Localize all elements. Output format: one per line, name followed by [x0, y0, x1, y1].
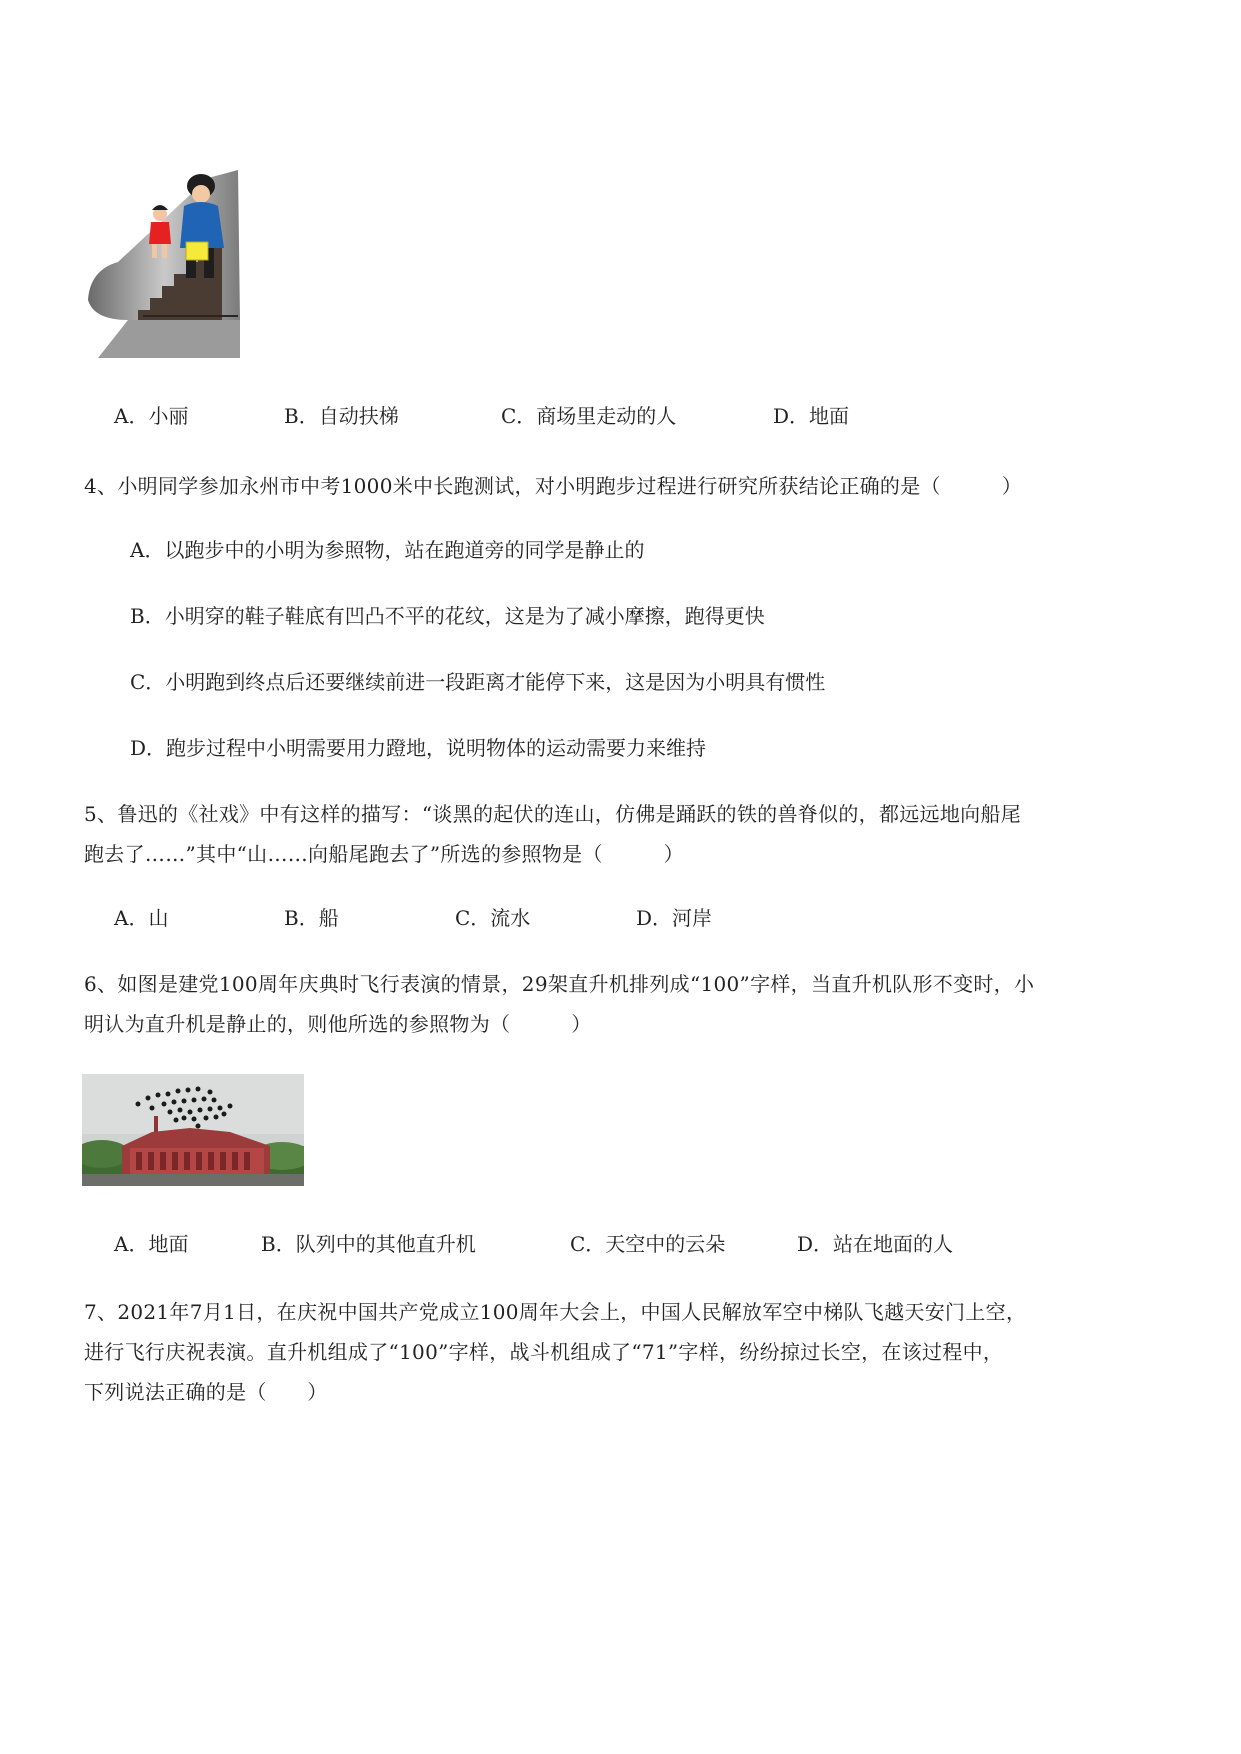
q6-option-d: D．站在地面的人	[797, 1232, 954, 1256]
q4-option-d: D．跑步过程中小明需要用力蹬地，说明物体的运动需要力来维持	[130, 736, 707, 760]
q7-stem-line2: 进行飞行庆祝表演。直升机组成了“100”字样，战斗机组成了“71”字样，纷纷掠过长空，在该过程中，	[84, 1340, 1004, 1364]
q5-option-d: D．河岸	[636, 906, 713, 930]
q4-option-a: A．以跑步中的小明为参照物，站在跑道旁的同学是静止的	[130, 538, 645, 562]
q4-option-c: C．小明跑到终点后还要继续前进一段距离才能停下来，这是因为小明具有惯性	[130, 670, 826, 694]
q3-option-a: A．小丽	[114, 404, 189, 428]
q4-option-b: B．小明穿的鞋子鞋底有凹凸不平的花纹，这是为了减小摩擦，跑得更快	[130, 604, 765, 628]
q3-option-b: B．自动扶梯	[284, 404, 399, 428]
q6-option-a: A．地面	[114, 1232, 189, 1256]
q4-stem: 4、小明同学参加永州市中考1000米中长跑测试，对小明跑步过程进行研究所获结论正确的是（ ）	[84, 474, 1023, 498]
q6-stem-line1: 6、如图是建党100周年庆典时飞行表演的情景，29架直升机排列成“100”字样，当直升机队形不变时，小	[84, 972, 1035, 996]
q5-stem-line1: 5、鲁迅的《社戏》中有这样的描写：“谈黑的起伏的连山，仿佛是踊跃的铁的兽脊似的，都远远地向船尾	[84, 802, 1022, 826]
escalator-illustration	[88, 170, 240, 360]
q5-option-c: C．流水	[455, 906, 531, 930]
q6-option-b: B．队列中的其他直升机	[261, 1232, 476, 1256]
q6-stem-line2: 明认为直升机是静止的，则他所选的参照物为（ ）	[84, 1012, 592, 1036]
q5-option-a: A．山	[114, 906, 169, 930]
q7-stem-line3: 下列说法正确的是（ ）	[84, 1380, 328, 1404]
helicopter-formation-photo	[82, 1074, 304, 1186]
q5-stem-line2: 跑去了……”其中“山……向船尾跑去了”所选的参照物是（ ）	[84, 842, 684, 866]
q6-option-c: C．天空中的云朵	[570, 1232, 726, 1256]
q3-option-c: C．商场里走动的人	[501, 404, 677, 428]
q3-option-d: D．地面	[773, 404, 850, 428]
q5-option-b: B．船	[284, 906, 339, 930]
q7-stem-line1: 7、2021年7月1日，在庆祝中国共产党成立100周年大会上，中国人民解放军空中梯队飞越天安门上空，	[84, 1300, 1027, 1324]
